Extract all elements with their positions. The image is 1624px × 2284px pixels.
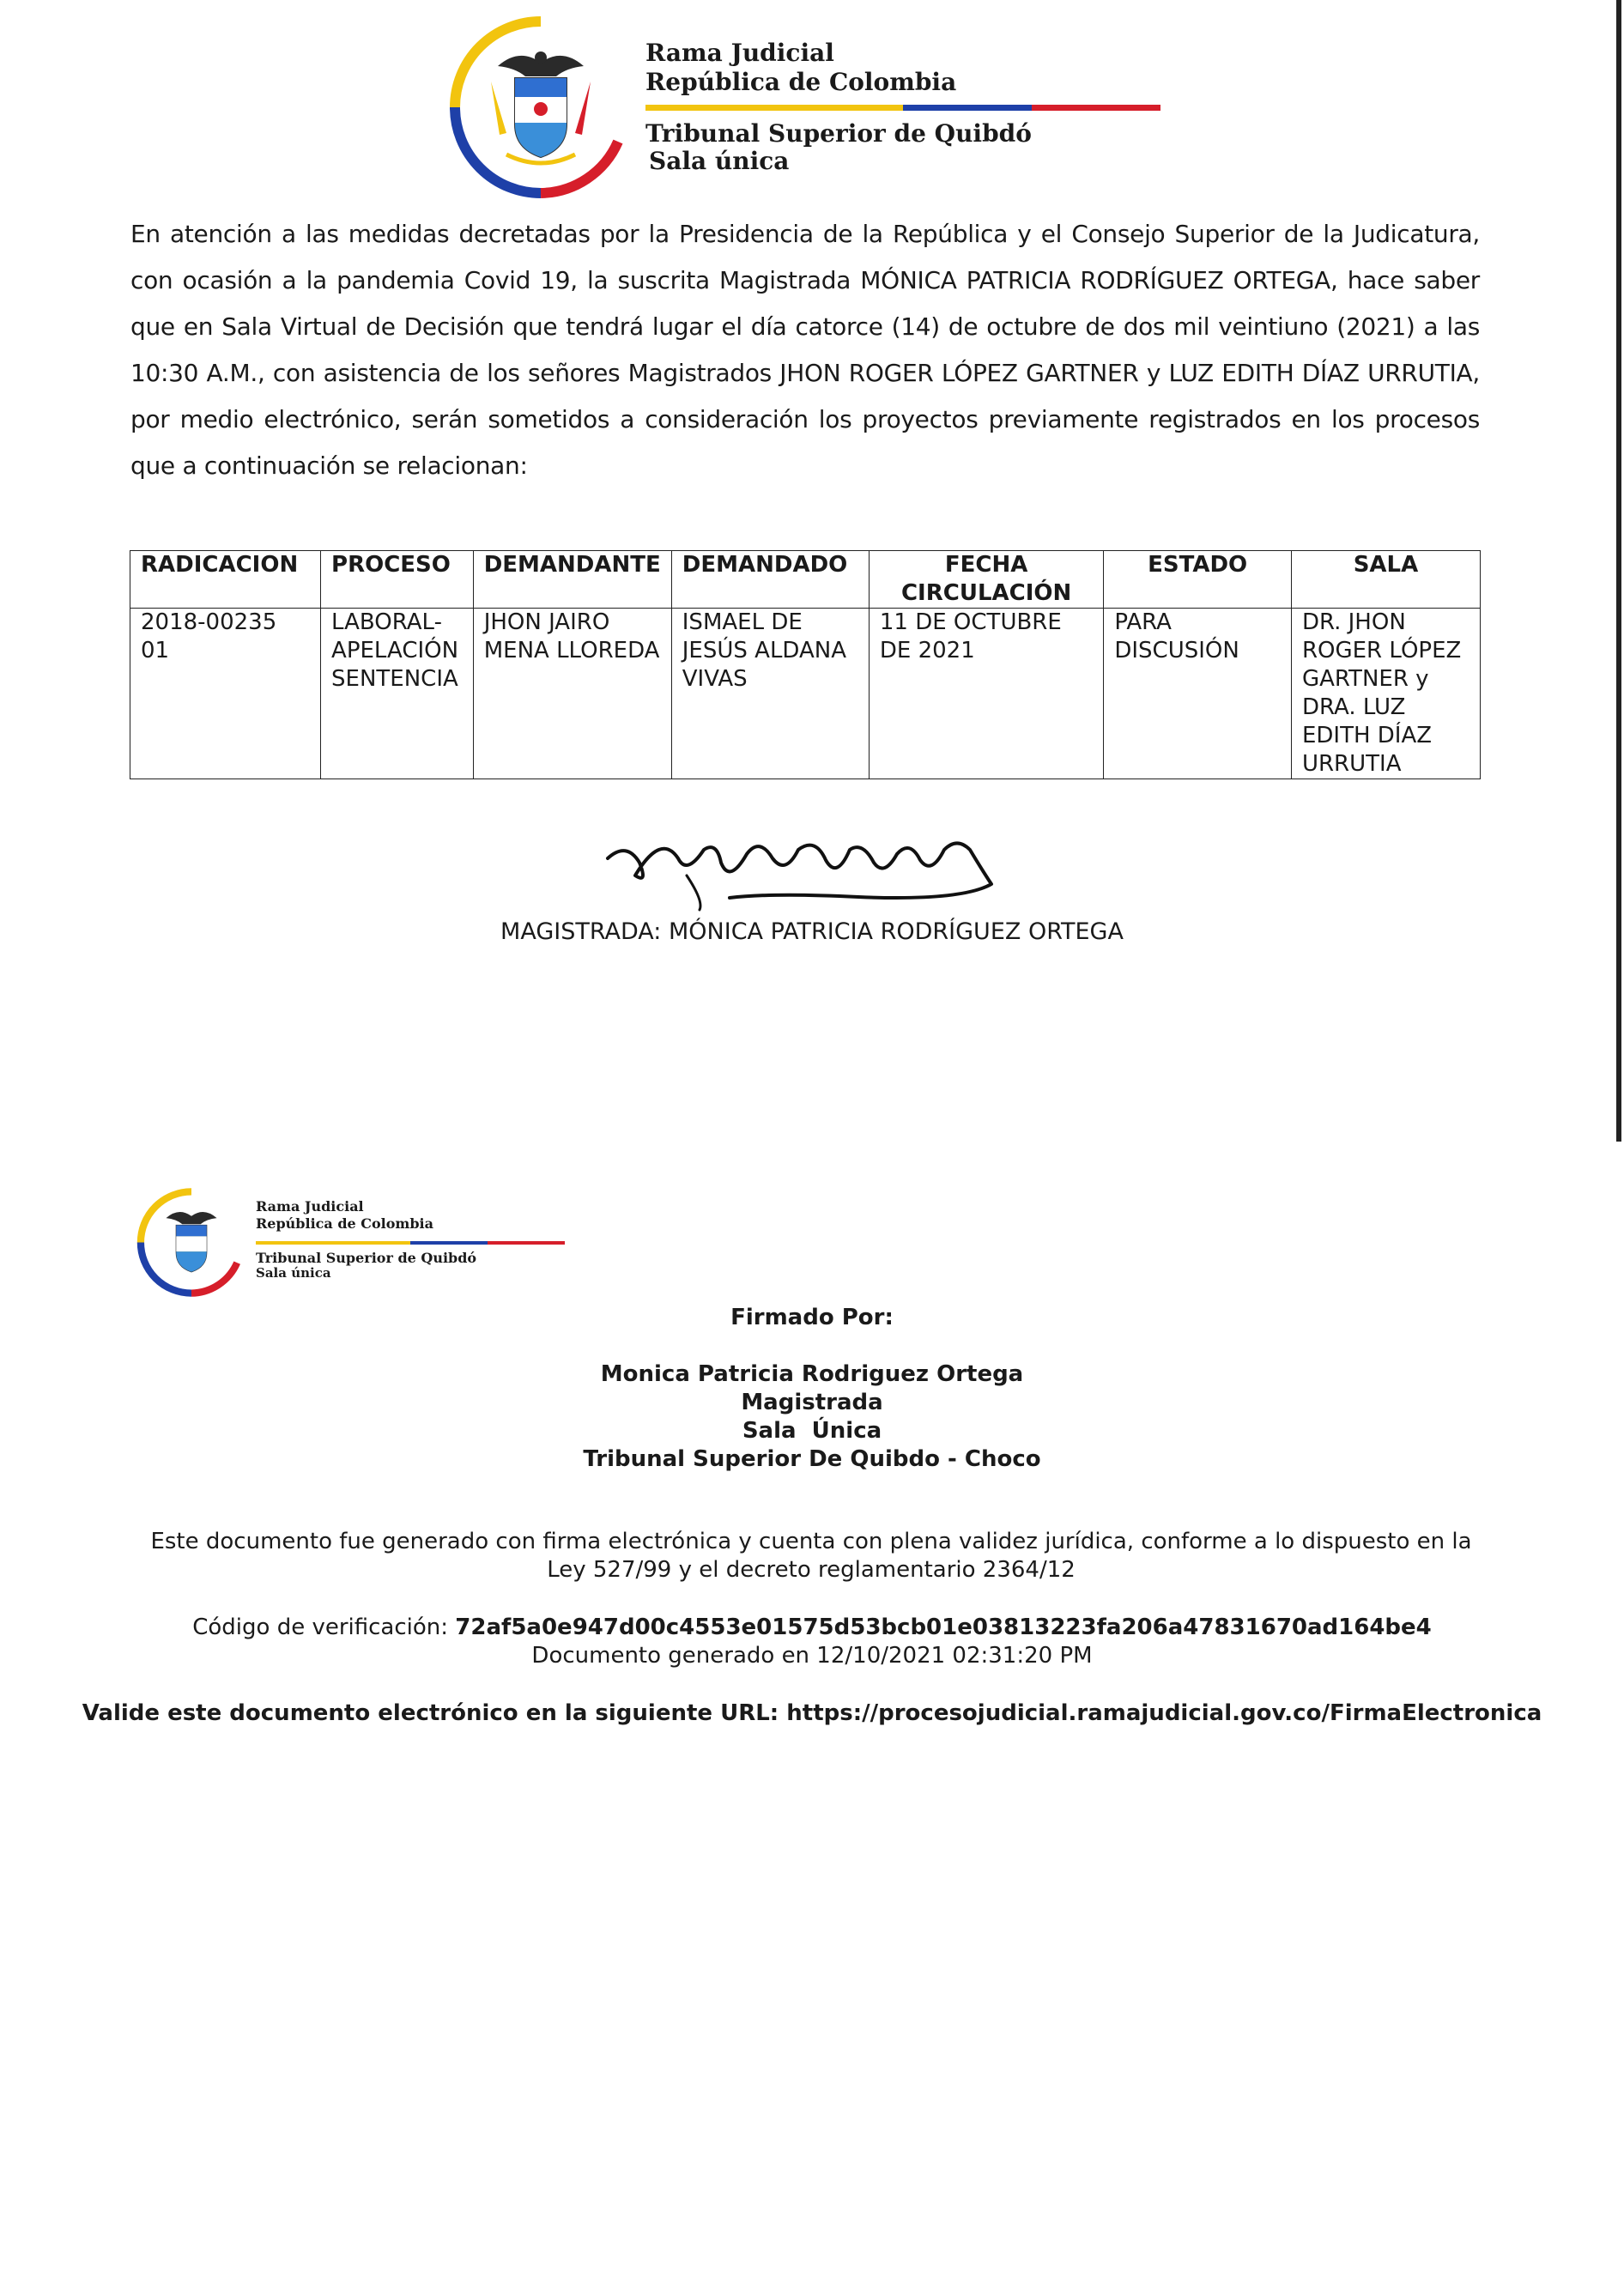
footer-org-line2: República de Colombia [256,1215,433,1232]
tribunal-name: Tribunal Superior de Quibdó [645,119,1032,148]
footer-tribunal-name: Tribunal Superior de Quibdó [256,1250,477,1266]
footer-org-line1: Rama Judicial [256,1198,364,1215]
table-header-row [130,551,1481,609]
col-demandante: DEMANDANTE [473,551,671,609]
col-radicacion: RADICACION [130,551,321,609]
coat-of-arms-seal-small-icon [136,1184,247,1300]
cell-demandante: JHON JAIRO MENA LLOREDA [473,609,671,779]
col-proceso: PROCESO [321,551,474,609]
signer-block [0,1360,1624,1474]
signature-caption: MAGISTRADA: MÓNICA PATRICIA RODRÍGUEZ ORTEGA [500,918,1124,945]
coat-of-arms-seal-icon [446,13,635,202]
table-row [130,609,1481,779]
tricolor-rule [645,105,1160,111]
footer-sala-name: Sala única [256,1265,331,1281]
footer-letterhead [136,1184,582,1300]
process-table [130,550,1481,779]
col-estado: ESTADO [1104,551,1292,609]
signed-by-label: Firmado Por: [730,1305,894,1330]
cell-estado: PARA DISCUSIÓN [1104,609,1292,779]
validate-line [0,1699,1624,1728]
col-sala: SALA [1291,551,1480,609]
legal-notice: Este documento fue generado con firma electrónica y cuenta con plena validez jurídica, conforme a lo dispuesto en la Ley 527/99 y el decreto reglamentario 2364/12 [150,1529,1472,1583]
letterhead [446,13,1150,202]
cell-proceso: LABORAL-APELACIÓN SENTENCIA [321,609,474,779]
verification-block [0,1614,1624,1670]
sala-name: Sala única [649,147,790,175]
org-name-line1: Rama Judicial [645,39,834,67]
validate-url-link[interactable]: https://procesojudicial.ramajudicial.gov.co/FirmaElectronica [786,1700,1542,1726]
col-fecha-circulacion: FECHA CIRCULACIÓN [869,551,1103,609]
org-name-line2: República de Colombia [645,68,957,96]
signer-role: Magistrada [741,1390,883,1415]
verification-label: Código de verificación: [192,1615,449,1640]
cell-fecha-circulacion: 11 DE OCTUBRE DE 2021 [869,609,1103,779]
footer-tricolor-rule [256,1241,565,1245]
cell-radicacion: 2018-00235 01 [130,609,321,779]
col-demandado: DEMANDADO [671,551,869,609]
cell-sala: DR. JHON ROGER LÓPEZ GARTNER y DRA. LUZ EDITH DÍAZ URRUTIA [1291,609,1480,779]
intro-paragraph: En atención a las medidas decretadas por la Presidencia de la República y el Consejo Superior de la Judicatura, con ocasión a la pandemia Covid 19, la suscrita Magistrada MÓNICA PATRICIA RODRÍGUEZ ORTEGA, hace saber que en Sala Virtual de Decisión que tendrá lugar el día catorce (14) de octubre de dos mil veintiuno (2021) a las 10:30 A.M., con asistencia de los señores Magistrados JHON ROGER LÓPEZ GARTNER y LUZ EDITH DÍAZ URRUTIA, por medio electrónico, serán sometidos a consideración los proyectos previamente registrados en los procesos que a continuación se relacionan: [130,220,1480,480]
signer-sala: Sala Única [742,1418,882,1444]
generated-on: Documento generado en 12/10/2021 02:31:20 PM [531,1643,1093,1669]
validate-label: Valide este documento electrónico en la siguiente URL: [82,1700,779,1726]
verification-code: 72af5a0e947d00c4553e01575d53bcb01e03813223fa206a47831670ad164be4 [455,1615,1432,1640]
cell-demandado: ISMAEL DE JESÚS ALDANA VIVAS [671,609,869,779]
signer-name: Monica Patricia Rodriguez Ortega [600,1361,1024,1387]
handwritten-signature [601,824,1004,918]
page-edge-bar [1616,0,1621,1142]
signer-court: Tribunal Superior De Quibdo - Choco [583,1446,1041,1472]
